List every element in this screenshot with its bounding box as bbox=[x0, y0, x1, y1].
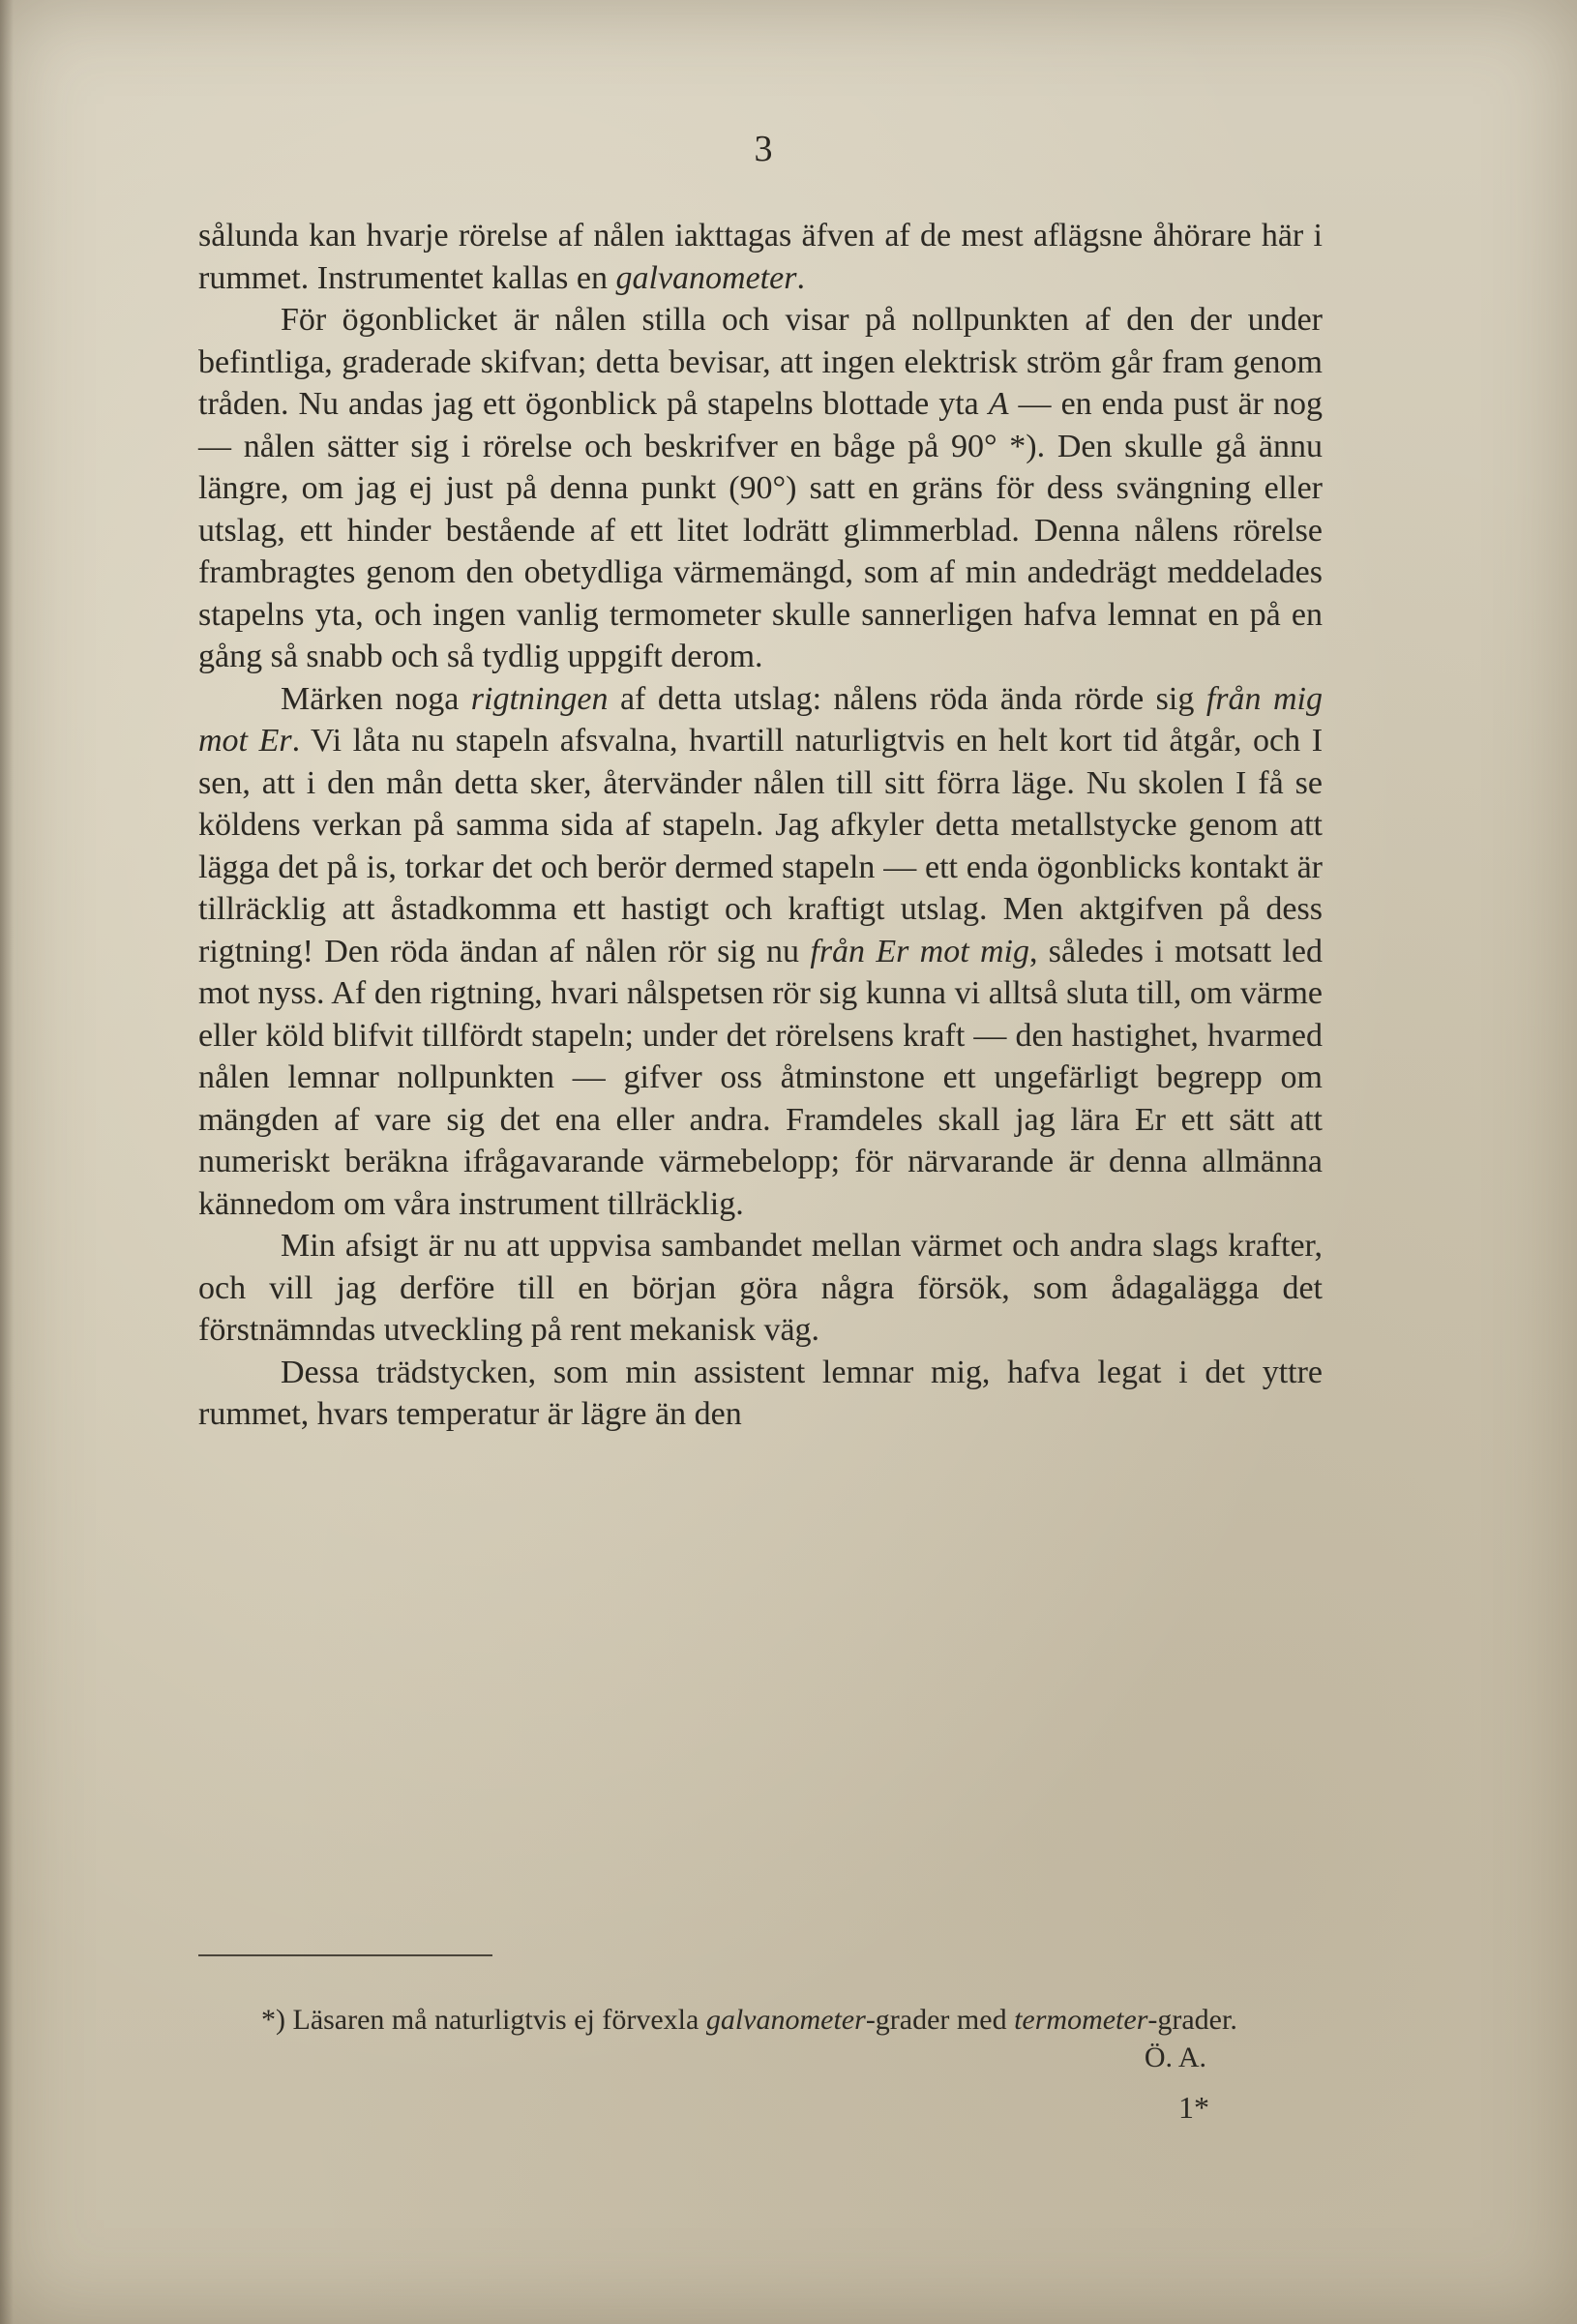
paragraph-2-text: För ögonblicket är nålen stilla och visar på nollpunkten af den der under befintliga, graderade skifvan; detta bevisar, att ingen elektrisk ström går fram genom tråden. Nu andas jag ett ögonblick på stapelns blottade yta bbox=[198, 302, 1323, 422]
paragraph-2-text-continued: — en enda pust är nog — nålen sätter sig i rörelse och beskrifver en båge på 90° *). Den skulle gå ännu längre, om jag ej just på denna punkt (90°) satt en gräns för dess svängning eller utslag, ett hinder bestående af ett litet lodrätt glimmerblad. Denna nålens rörelse frambragtes genom den obetydliga värmemängd, som af min andedrägt meddelades stapelns yta, och ingen vanlig termometer skulle sannerligen hafva lemnat en på en gång så snabb och så tydlig uppgift derom. bbox=[198, 386, 1323, 674]
paragraph-4: Min afsigt är nu att uppvisa sambandet mellan värmet och andra slags krafter, och vill jag derföre till en början göra några försök, som ådagalägga det förstnämndas utveckling på rent mekanisk väg. bbox=[198, 1228, 1323, 1348]
paragraph-3-text-d: , således i motsatt led mot nyss. Af den rigtning, hvari nålspetsen rör sig kunna vi alltså sluta till, om värme eller köld blifvit tillfördt stapeln; under det rörelsens kraft — den hastighet, hvarmed nålen lemnar nollpunkten — gifver oss åtminstone ett ungefärligt begrepp om mängden af vare sig det ena eller andra. Framdeles skall jag lära Er ett sätt att numeriskt beräkna ifrågavarande värmebelopp; för närvarande är denna allmänna kännedom om våra instrument tillräcklig. bbox=[198, 933, 1323, 1222]
body-text bbox=[198, 215, 1323, 1436]
paragraph-3 bbox=[198, 678, 1323, 1226]
paragraph-1-end: . bbox=[796, 259, 805, 296]
page-edge-shadow bbox=[0, 0, 14, 2324]
footnote-emphasis-b: termometer bbox=[1014, 2004, 1148, 2036]
footnote-text-c: -grader. bbox=[1147, 2004, 1237, 2036]
paragraph-2-emphasis: A bbox=[988, 386, 1009, 422]
footnote-text-b: -grader med bbox=[865, 2004, 1015, 2036]
paragraph-3-emphasis-b: från mig mot Er bbox=[198, 680, 1324, 759]
paragraph-3-text-b: af detta utslag: nålens röda ända rörde sig bbox=[608, 680, 1206, 717]
paragraph-2 bbox=[198, 299, 1323, 678]
paragraph-5: Dessa trädstycken, som min assistent lemnar mig, hafva legat i det yttre rummet, hvars temperatur är lägre än den bbox=[198, 1354, 1323, 1432]
paragraph-3-text-a: Märken noga bbox=[281, 680, 471, 717]
footnote-divider bbox=[198, 1954, 492, 1956]
footnote-signature: Ö. A. bbox=[1144, 2041, 1206, 2073]
printer-signature-mark: 1* bbox=[1178, 2090, 1209, 2125]
footnote-text-a: *) Läsaren må naturligtvis ej förvexla bbox=[261, 2004, 706, 2036]
paragraph-1-text: sålunda kan hvarje rörelse af nålen iakttagas äfven af de mest aflägsne åhörare här i rummet. Instrumentet kallas en bbox=[198, 218, 1323, 296]
paragraph-1-emphasis: galvanometer bbox=[615, 259, 797, 296]
paragraph-3-emphasis-c: från Er mot mig bbox=[810, 933, 1029, 969]
paragraph-1 bbox=[198, 215, 1323, 299]
footnote-emphasis-a: galvanometer bbox=[705, 2004, 866, 2036]
footnote-text bbox=[198, 2001, 1323, 2073]
paragraph-3-text-c: . Vi låta nu stapeln afsvalna, hvartill naturligtvis en helt kort tid åtgår, och I sen, att i den mån detta sker, återvänder nålen till sitt förra läge. Nu skolen I få se köldens verkan på samma sida af stapeln. Jag afkyler detta metallstycke genom att lägga det på is, torkar det och berör dermed stapeln — ett enda ögonblicks kontakt är tillräcklig att åstadkomma ett hastigt och kraftigt utslag. Men aktgifven på dess rigtning! Den röda ändan af nålen rör sig nu bbox=[198, 723, 1324, 969]
footnote bbox=[198, 2001, 1323, 2076]
paragraph-3-emphasis-a: rigtningen bbox=[470, 680, 609, 717]
page-number: 3 bbox=[754, 129, 773, 169]
